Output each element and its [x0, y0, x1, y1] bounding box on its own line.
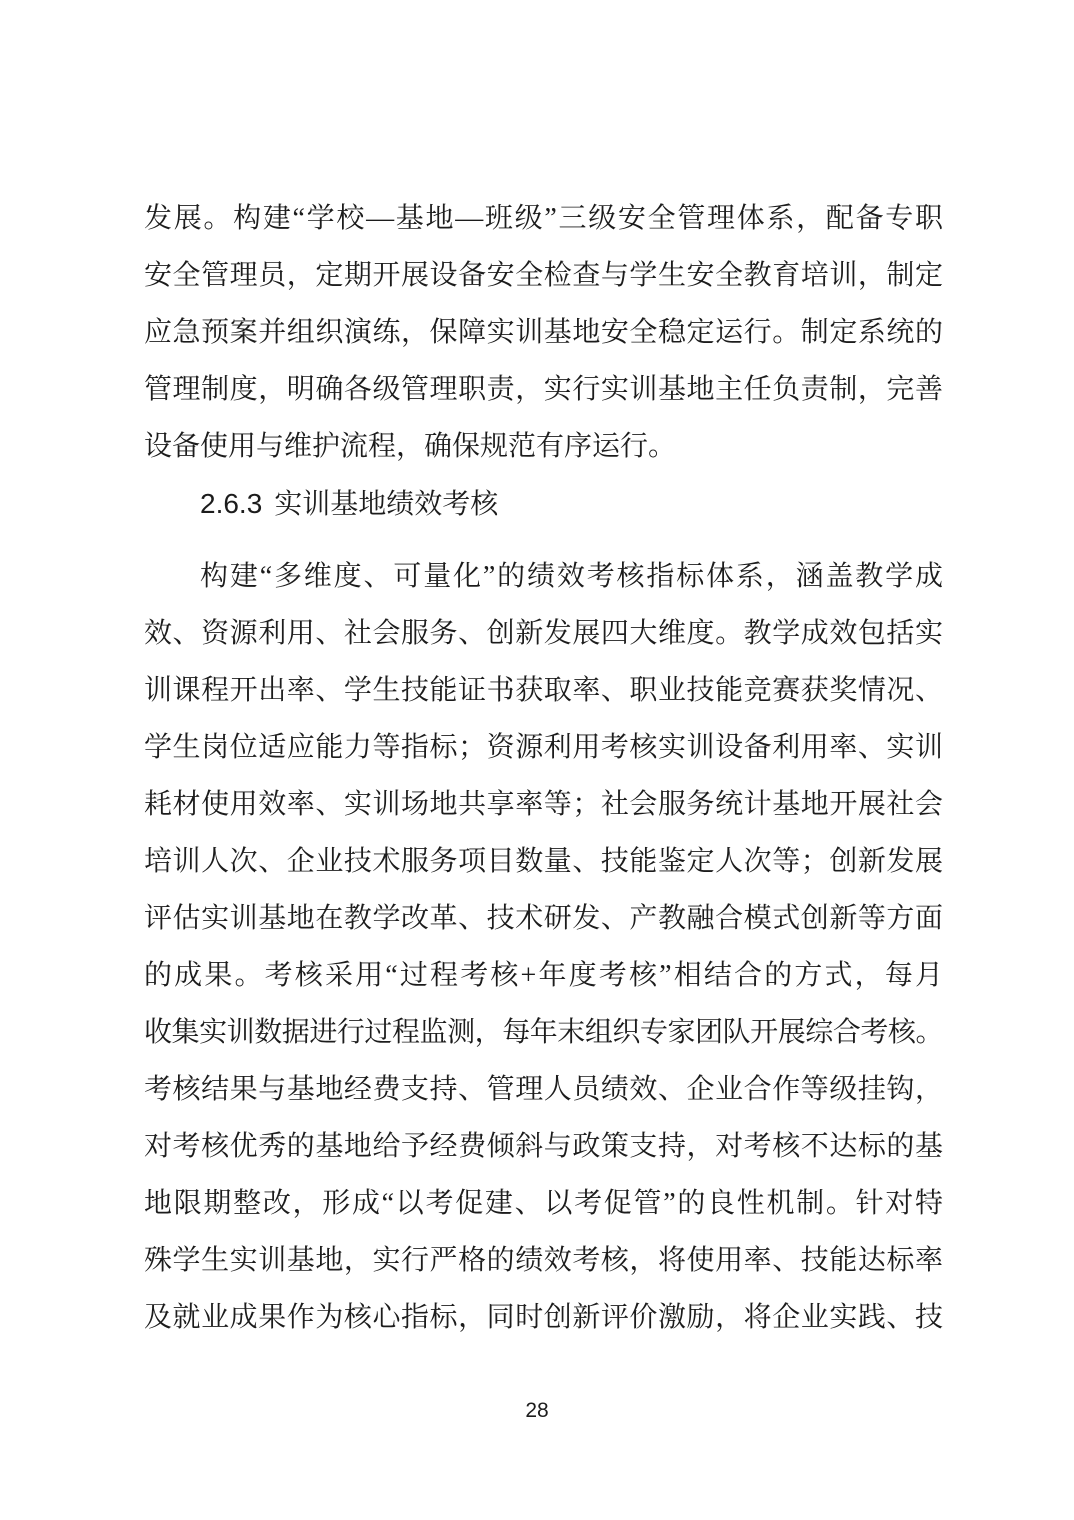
paragraph-performance-assessment [144, 548, 943, 1346]
text-line: 考核结果与基地经费支持、管理人员绩效、企业合作等级挂钩， [144, 1074, 943, 1105]
text-line: 训课程开出率、学生技能证书获取率、职业技能竞赛获奖情况、 [144, 675, 943, 706]
section-heading-title: 实训基地绩效考核 [274, 489, 499, 520]
section-heading-number: 2.6.3 [200, 488, 263, 519]
text-line: 安全管理员，定期开展设备安全检查与学生安全教育培训，制定 [144, 260, 943, 291]
text-line: 发展。构建“学校—基地—班级”三级安全管理体系，配备专职 [144, 203, 943, 234]
paragraph-continuation [144, 190, 943, 475]
text-line: 收集实训数据进行过程监测，每年末组织专家团队开展综合考核。 [144, 1017, 943, 1048]
section-heading [144, 475, 943, 533]
text-line: 的成果。考核采用“过程考核+年度考核”相结合的方式，每月 [144, 960, 943, 991]
text-line: 学生岗位适应能力等指标；资源利用考核实训设备利用率、实训 [144, 732, 943, 763]
page-number: 28 [525, 1399, 549, 1422]
text-line: 应急预案并组织演练，保障实训基地安全稳定运行。制定系统的 [144, 317, 943, 348]
text-line: 对考核优秀的基地给予经费倾斜与政策支持，对考核不达标的基 [144, 1131, 943, 1162]
text-line: 管理制度，明确各级管理职责，实行实训基地主任负责制，完善 [144, 374, 943, 405]
text-line: 耗材使用效率、实训场地共享率等；社会服务统计基地开展社会 [144, 789, 943, 820]
text-line: 地限期整改，形成“以考促建、以考促管”的良性机制。针对特 [144, 1188, 943, 1219]
text-line: 构建“多维度、可量化”的绩效考核指标体系，涵盖教学成 [200, 561, 943, 592]
text-line: 及就业成果作为核心指标，同时创新评价激励，将企业实践、技 [144, 1302, 943, 1333]
text-line: 设备使用与维护流程，确保规范有序运行。 [144, 431, 677, 462]
text-line: 培训人次、企业技术服务项目数量、技能鉴定人次等；创新发展 [144, 846, 943, 877]
text-line: 评估实训基地在教学改革、技术研发、产教融合模式创新等方面 [144, 903, 943, 934]
text-line: 效、资源利用、社会服务、创新发展四大维度。教学成效包括实 [144, 618, 943, 649]
text-line: 殊学生实训基地，实行严格的绩效考核，将使用率、技能达标率 [144, 1245, 943, 1276]
document-body [144, 190, 943, 1346]
